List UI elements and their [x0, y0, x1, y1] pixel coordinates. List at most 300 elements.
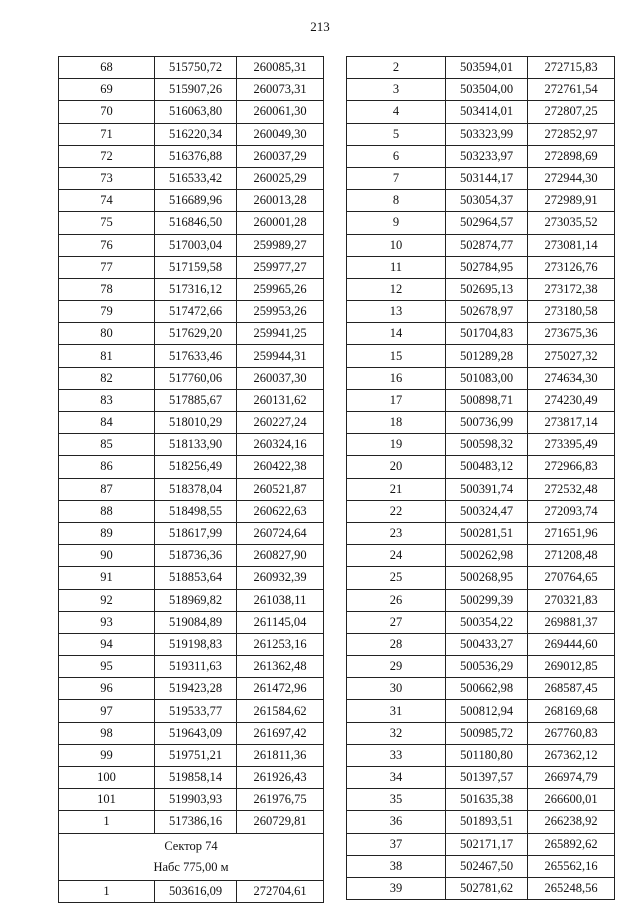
point-number-cell: 95: [59, 656, 155, 678]
point-number-cell: 92: [59, 589, 155, 611]
y-coordinate-cell: 273675,36: [528, 323, 615, 345]
right-coordinates-table: [346, 56, 615, 900]
table-row: [59, 656, 324, 678]
y-coordinate-cell: 273081,14: [528, 234, 615, 256]
x-coordinate-cell: 503616,09: [155, 880, 237, 902]
table-row: [347, 500, 615, 522]
x-coordinate-cell: 518969,82: [155, 589, 237, 611]
x-coordinate-cell: 519423,28: [155, 678, 237, 700]
x-coordinate-cell: 519751,21: [155, 744, 237, 766]
point-number-cell: 17: [347, 389, 446, 411]
x-coordinate-cell: 501704,83: [446, 323, 528, 345]
x-coordinate-cell: 500299,39: [446, 589, 528, 611]
point-number-cell: 2: [347, 57, 446, 79]
point-number-cell: 16: [347, 367, 446, 389]
y-coordinate-cell: 260622,63: [237, 500, 324, 522]
point-number-cell: 7: [347, 167, 446, 189]
table-row: [59, 123, 324, 145]
y-coordinate-cell: 273395,49: [528, 434, 615, 456]
y-coordinate-cell: 265248,56: [528, 877, 615, 899]
left-table-body: [59, 57, 324, 903]
x-coordinate-cell: 500483,12: [446, 456, 528, 478]
table-row: [59, 256, 324, 278]
y-coordinate-cell: 273817,14: [528, 412, 615, 434]
table-row: [59, 389, 324, 411]
point-number-cell: 81: [59, 345, 155, 367]
x-coordinate-cell: 519858,14: [155, 767, 237, 789]
table-row: [347, 323, 615, 345]
point-number-cell: 1: [59, 880, 155, 902]
point-number-cell: 87: [59, 478, 155, 500]
x-coordinate-cell: 517629,20: [155, 323, 237, 345]
table-row: [347, 301, 615, 323]
y-coordinate-cell: 260521,87: [237, 478, 324, 500]
point-number-cell: 93: [59, 611, 155, 633]
table-row: [347, 678, 615, 700]
x-coordinate-cell: 501289,28: [446, 345, 528, 367]
y-coordinate-cell: 275027,32: [528, 345, 615, 367]
x-coordinate-cell: 500985,72: [446, 722, 528, 744]
table-row: [347, 522, 615, 544]
table-row: [347, 833, 615, 855]
y-coordinate-cell: 274230,49: [528, 389, 615, 411]
x-coordinate-cell: 517316,12: [155, 278, 237, 300]
x-coordinate-cell: 519198,83: [155, 633, 237, 655]
x-coordinate-cell: 502874,77: [446, 234, 528, 256]
table-row: [59, 522, 324, 544]
y-coordinate-cell: 267362,12: [528, 744, 615, 766]
x-coordinate-cell: 517633,46: [155, 345, 237, 367]
point-number-cell: 83: [59, 389, 155, 411]
table-row: [59, 434, 324, 456]
x-coordinate-cell: 503144,17: [446, 167, 528, 189]
table-row: [347, 478, 615, 500]
y-coordinate-cell: 273126,76: [528, 256, 615, 278]
table-row: [347, 123, 615, 145]
table-row: [59, 567, 324, 589]
point-number-cell: 75: [59, 212, 155, 234]
x-coordinate-cell: 517472,66: [155, 301, 237, 323]
left-coordinates-table: [58, 56, 324, 903]
table-row: [347, 744, 615, 766]
x-coordinate-cell: 519084,89: [155, 611, 237, 633]
x-coordinate-cell: 517760,06: [155, 367, 237, 389]
y-coordinate-cell: 260324,16: [237, 434, 324, 456]
y-coordinate-cell: 260085,31: [237, 57, 324, 79]
x-coordinate-cell: 500898,71: [446, 389, 528, 411]
x-coordinate-cell: 515907,26: [155, 79, 237, 101]
table-row: [347, 611, 615, 633]
x-coordinate-cell: 502678,97: [446, 301, 528, 323]
x-coordinate-cell: 518256,49: [155, 456, 237, 478]
x-coordinate-cell: 515750,72: [155, 57, 237, 79]
point-number-cell: 79: [59, 301, 155, 323]
x-coordinate-cell: 517159,58: [155, 256, 237, 278]
y-coordinate-cell: 260932,39: [237, 567, 324, 589]
point-number-cell: 99: [59, 744, 155, 766]
x-coordinate-cell: 500812,94: [446, 700, 528, 722]
x-coordinate-cell: 500433,27: [446, 633, 528, 655]
y-coordinate-cell: 269012,85: [528, 656, 615, 678]
point-number-cell: 23: [347, 522, 446, 544]
y-coordinate-cell: 272898,69: [528, 145, 615, 167]
point-number-cell: 71: [59, 123, 155, 145]
x-coordinate-cell: 503054,37: [446, 190, 528, 212]
point-number-cell: 38: [347, 855, 446, 877]
point-number-cell: 25: [347, 567, 446, 589]
x-coordinate-cell: 518133,90: [155, 434, 237, 456]
point-number-cell: 84: [59, 412, 155, 434]
y-coordinate-cell: 269881,37: [528, 611, 615, 633]
y-coordinate-cell: 272989,91: [528, 190, 615, 212]
table-row: [347, 212, 615, 234]
y-coordinate-cell: 272715,83: [528, 57, 615, 79]
y-coordinate-cell: 261976,75: [237, 789, 324, 811]
y-coordinate-cell: 271651,96: [528, 522, 615, 544]
x-coordinate-cell: 501083,00: [446, 367, 528, 389]
x-coordinate-cell: 503233,97: [446, 145, 528, 167]
point-number-cell: 22: [347, 500, 446, 522]
table-row: [59, 167, 324, 189]
point-number-cell: 88: [59, 500, 155, 522]
point-number-cell: 70: [59, 101, 155, 123]
point-number-cell: 14: [347, 323, 446, 345]
x-coordinate-cell: 517003,04: [155, 234, 237, 256]
x-coordinate-cell: 518010,29: [155, 412, 237, 434]
x-coordinate-cell: 518617,99: [155, 522, 237, 544]
x-coordinate-cell: 500736,99: [446, 412, 528, 434]
x-coordinate-cell: 516689,96: [155, 190, 237, 212]
table-row: [59, 478, 324, 500]
y-coordinate-cell: 261811,36: [237, 744, 324, 766]
point-number-cell: 4: [347, 101, 446, 123]
table-row: [59, 145, 324, 167]
table-row: [59, 744, 324, 766]
point-number-cell: 86: [59, 456, 155, 478]
table-row: [59, 633, 324, 655]
point-number-cell: 37: [347, 833, 446, 855]
table-row: [347, 145, 615, 167]
y-coordinate-cell: 266600,01: [528, 789, 615, 811]
y-coordinate-cell: 268587,45: [528, 678, 615, 700]
y-coordinate-cell: 261584,62: [237, 700, 324, 722]
y-coordinate-cell: 261697,42: [237, 722, 324, 744]
y-coordinate-cell: 265892,62: [528, 833, 615, 855]
point-number-cell: 11: [347, 256, 446, 278]
point-number-cell: 32: [347, 722, 446, 744]
x-coordinate-cell: 518853,64: [155, 567, 237, 589]
point-number-cell: 10: [347, 234, 446, 256]
table-row: [59, 722, 324, 744]
y-coordinate-cell: 261145,04: [237, 611, 324, 633]
table-row: [347, 256, 615, 278]
point-number-cell: 39: [347, 877, 446, 899]
y-coordinate-cell: 261362,48: [237, 656, 324, 678]
table-row: [347, 234, 615, 256]
table-row: [347, 722, 615, 744]
right-table-body: [347, 57, 615, 900]
point-number-cell: 72: [59, 145, 155, 167]
x-coordinate-cell: 502171,17: [446, 833, 528, 855]
y-coordinate-cell: 260001,28: [237, 212, 324, 234]
point-number-cell: 85: [59, 434, 155, 456]
table-row: [347, 412, 615, 434]
x-coordinate-cell: 516846,50: [155, 212, 237, 234]
y-coordinate-cell: 272944,30: [528, 167, 615, 189]
x-coordinate-cell: 503323,99: [446, 123, 528, 145]
point-number-cell: 82: [59, 367, 155, 389]
point-number-cell: 6: [347, 145, 446, 167]
x-coordinate-cell: 519643,09: [155, 722, 237, 744]
table-row: [59, 589, 324, 611]
table-row: [347, 101, 615, 123]
y-coordinate-cell: 266974,79: [528, 767, 615, 789]
x-coordinate-cell: 519311,63: [155, 656, 237, 678]
point-number-cell: 91: [59, 567, 155, 589]
point-number-cell: 35: [347, 789, 446, 811]
table-row: [347, 767, 615, 789]
table-row: [347, 79, 615, 101]
point-number-cell: 31: [347, 700, 446, 722]
point-number-cell: 28: [347, 633, 446, 655]
x-coordinate-cell: 501180,80: [446, 744, 528, 766]
x-coordinate-cell: 503594,01: [446, 57, 528, 79]
point-number-cell: 24: [347, 545, 446, 567]
y-coordinate-cell: 261926,43: [237, 767, 324, 789]
y-coordinate-cell: 260227,24: [237, 412, 324, 434]
y-coordinate-cell: 270321,83: [528, 589, 615, 611]
y-coordinate-cell: 260422,38: [237, 456, 324, 478]
x-coordinate-cell: 502964,57: [446, 212, 528, 234]
x-coordinate-cell: 518736,36: [155, 545, 237, 567]
y-coordinate-cell: 259965,26: [237, 278, 324, 300]
x-coordinate-cell: 516220,34: [155, 123, 237, 145]
point-number-cell: 5: [347, 123, 446, 145]
point-number-cell: 94: [59, 633, 155, 655]
x-coordinate-cell: 500268,95: [446, 567, 528, 589]
point-number-cell: 15: [347, 345, 446, 367]
table-row: [347, 278, 615, 300]
y-coordinate-cell: 259989,27: [237, 234, 324, 256]
table-row: [59, 190, 324, 212]
table-row: [59, 678, 324, 700]
x-coordinate-cell: 517386,16: [155, 811, 237, 833]
x-coordinate-cell: 519903,93: [155, 789, 237, 811]
table-row: [347, 656, 615, 678]
x-coordinate-cell: 500662,98: [446, 678, 528, 700]
point-number-cell: 98: [59, 722, 155, 744]
x-coordinate-cell: 500262,98: [446, 545, 528, 567]
x-coordinate-cell: 516376,88: [155, 145, 237, 167]
table-row: [347, 589, 615, 611]
y-coordinate-cell: 261253,16: [237, 633, 324, 655]
y-coordinate-cell: 273180,58: [528, 301, 615, 323]
point-number-cell: 30: [347, 678, 446, 700]
table-row: [59, 367, 324, 389]
table-row: [59, 101, 324, 123]
point-number-cell: 69: [59, 79, 155, 101]
point-number-cell: 68: [59, 57, 155, 79]
x-coordinate-cell: 501635,38: [446, 789, 528, 811]
point-number-cell: 74: [59, 190, 155, 212]
sector-subtitle: Набс 775,00 м: [153, 859, 229, 874]
point-number-cell: 36: [347, 811, 446, 833]
table-row: [59, 212, 324, 234]
y-coordinate-cell: 259977,27: [237, 256, 324, 278]
point-number-cell: 96: [59, 678, 155, 700]
x-coordinate-cell: 501397,57: [446, 767, 528, 789]
y-coordinate-cell: 260131,62: [237, 389, 324, 411]
point-number-cell: 26: [347, 589, 446, 611]
point-number-cell: 8: [347, 190, 446, 212]
table-row: [347, 811, 615, 833]
table-row: [59, 57, 324, 79]
table-row: [59, 500, 324, 522]
point-number-cell: 19: [347, 434, 446, 456]
x-coordinate-cell: 500324,47: [446, 500, 528, 522]
point-number-cell: 9: [347, 212, 446, 234]
table-row: [347, 389, 615, 411]
point-number-cell: 18: [347, 412, 446, 434]
sector-header-cell: [59, 833, 324, 880]
y-coordinate-cell: 265562,16: [528, 855, 615, 877]
y-coordinate-cell: 259941,25: [237, 323, 324, 345]
table-row: [59, 700, 324, 722]
table-row: [347, 545, 615, 567]
y-coordinate-cell: 260013,28: [237, 190, 324, 212]
table-row: [59, 456, 324, 478]
y-coordinate-cell: 273172,38: [528, 278, 615, 300]
point-number-cell: 12: [347, 278, 446, 300]
table-row: [59, 789, 324, 811]
y-coordinate-cell: 260073,31: [237, 79, 324, 101]
y-coordinate-cell: 266238,92: [528, 811, 615, 833]
y-coordinate-cell: 260025,29: [237, 167, 324, 189]
y-coordinate-cell: 260827,90: [237, 545, 324, 567]
x-coordinate-cell: 519533,77: [155, 700, 237, 722]
table-row: [59, 79, 324, 101]
x-coordinate-cell: 518378,04: [155, 478, 237, 500]
table-row: [59, 767, 324, 789]
y-coordinate-cell: 260037,30: [237, 367, 324, 389]
y-coordinate-cell: 260724,64: [237, 522, 324, 544]
x-coordinate-cell: 502695,13: [446, 278, 528, 300]
y-coordinate-cell: 272761,54: [528, 79, 615, 101]
point-number-cell: 29: [347, 656, 446, 678]
y-coordinate-cell: 259944,31: [237, 345, 324, 367]
x-coordinate-cell: 502781,62: [446, 877, 528, 899]
table-row: [347, 456, 615, 478]
table-row: [347, 367, 615, 389]
table-row: [347, 855, 615, 877]
point-number-cell: 33: [347, 744, 446, 766]
sector-title: Сектор 74: [164, 838, 218, 853]
point-number-cell: 97: [59, 700, 155, 722]
point-number-cell: 20: [347, 456, 446, 478]
x-coordinate-cell: 503504,00: [446, 79, 528, 101]
point-number-cell: 77: [59, 256, 155, 278]
y-coordinate-cell: 268169,68: [528, 700, 615, 722]
x-coordinate-cell: 502467,50: [446, 855, 528, 877]
x-coordinate-cell: 518498,55: [155, 500, 237, 522]
table-row: [347, 434, 615, 456]
point-number-cell: 100: [59, 767, 155, 789]
x-coordinate-cell: 502784,95: [446, 256, 528, 278]
y-coordinate-cell: 267760,83: [528, 722, 615, 744]
point-number-cell: 13: [347, 301, 446, 323]
x-coordinate-cell: 501893,51: [446, 811, 528, 833]
y-coordinate-cell: 270764,65: [528, 567, 615, 589]
y-coordinate-cell: 271208,48: [528, 545, 615, 567]
table-row: [347, 345, 615, 367]
x-coordinate-cell: 517885,67: [155, 389, 237, 411]
x-coordinate-cell: 516063,80: [155, 101, 237, 123]
y-coordinate-cell: 272966,83: [528, 456, 615, 478]
point-number-cell: 1: [59, 811, 155, 833]
table-row: [59, 611, 324, 633]
x-coordinate-cell: 500354,22: [446, 611, 528, 633]
y-coordinate-cell: 272532,48: [528, 478, 615, 500]
table-row: [59, 412, 324, 434]
y-coordinate-cell: 272852,97: [528, 123, 615, 145]
point-number-cell: 89: [59, 522, 155, 544]
point-number-cell: 3: [347, 79, 446, 101]
table-row: [347, 789, 615, 811]
point-number-cell: 73: [59, 167, 155, 189]
y-coordinate-cell: 261038,11: [237, 589, 324, 611]
point-number-cell: 27: [347, 611, 446, 633]
x-coordinate-cell: 503414,01: [446, 101, 528, 123]
table-row: [347, 877, 615, 899]
table-row: [347, 633, 615, 655]
table-row: [347, 700, 615, 722]
y-coordinate-cell: 260037,29: [237, 145, 324, 167]
y-coordinate-cell: 260061,30: [237, 101, 324, 123]
y-coordinate-cell: 260729,81: [237, 811, 324, 833]
y-coordinate-cell: 259953,26: [237, 301, 324, 323]
y-coordinate-cell: 272807,25: [528, 101, 615, 123]
point-number-cell: 90: [59, 545, 155, 567]
x-coordinate-cell: 500536,29: [446, 656, 528, 678]
table-row: [59, 345, 324, 367]
table-row: [59, 545, 324, 567]
y-coordinate-cell: 272093,74: [528, 500, 615, 522]
x-coordinate-cell: 500391,74: [446, 478, 528, 500]
table-row: [59, 811, 324, 833]
y-coordinate-cell: 269444,60: [528, 633, 615, 655]
sector-header-row: [59, 833, 324, 880]
point-number-cell: 76: [59, 234, 155, 256]
table-row: [59, 880, 324, 902]
table-row: [59, 301, 324, 323]
y-coordinate-cell: 260049,30: [237, 123, 324, 145]
y-coordinate-cell: 261472,96: [237, 678, 324, 700]
point-number-cell: 21: [347, 478, 446, 500]
table-row: [59, 323, 324, 345]
table-row: [347, 167, 615, 189]
x-coordinate-cell: 516533,42: [155, 167, 237, 189]
x-coordinate-cell: 500598,32: [446, 434, 528, 456]
point-number-cell: 34: [347, 767, 446, 789]
point-number-cell: 78: [59, 278, 155, 300]
table-row: [347, 567, 615, 589]
page-number: 213: [310, 19, 330, 34]
table-row: [59, 278, 324, 300]
point-number-cell: 80: [59, 323, 155, 345]
y-coordinate-cell: 274634,30: [528, 367, 615, 389]
y-coordinate-cell: 273035,52: [528, 212, 615, 234]
x-coordinate-cell: 500281,51: [446, 522, 528, 544]
